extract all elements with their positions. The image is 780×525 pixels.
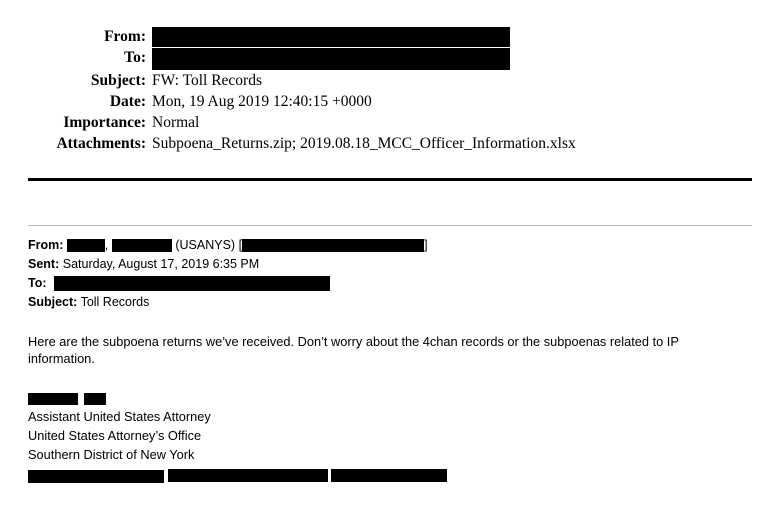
header-value-from: [146, 26, 510, 47]
quoted-row-subject: [28, 293, 752, 311]
quoted-label-to: To:: [28, 275, 47, 290]
redaction-block-to: [152, 48, 510, 70]
quoted-from-bracket-open: [: [238, 237, 243, 252]
header-label-from: From:: [104, 28, 146, 45]
header-label-date: Date:: [109, 92, 146, 110]
signature-redacted-lines: [28, 464, 752, 483]
header-row-attachments: [0, 133, 780, 154]
quoted-label-sent: Sent:: [28, 256, 60, 271]
header-value-subject: FW: Toll Records: [152, 71, 262, 89]
message-body: Here are the subpoena returns we’ve received. Don’t worry about the 4chan records or the subpoenas related to IP information.: [28, 333, 679, 366]
header-label-to: To:: [124, 49, 146, 67]
signature-name-line: [28, 389, 752, 407]
quoted-from-org: (USANYS): [175, 237, 236, 252]
redaction-block-sender-first: [112, 239, 172, 252]
redaction-block-signature-line-2: [168, 469, 328, 482]
header-label-subject: Subject:: [90, 71, 146, 89]
header-row-from: [0, 26, 780, 47]
redaction-block-sender-address: [242, 239, 424, 252]
redaction-block-from: [152, 27, 510, 47]
header-row-date: [0, 91, 780, 112]
quoted-label-from: From:: [28, 237, 64, 252]
quoted-label-subject: Subject:: [28, 294, 78, 309]
quoted-value-subject: Toll Records: [80, 294, 150, 309]
quoted-message: [28, 181, 752, 483]
email-header-block: [0, 0, 780, 154]
redaction-block-recipient: [54, 276, 330, 291]
header-value-attachments[interactable]: Subpoena_Returns.zip; 2019.08.18_MCC_Officer_Information.xlsx: [152, 134, 576, 152]
header-label-attachments: Attachments:: [56, 134, 146, 152]
quoted-row-sent: [28, 255, 752, 273]
header-value-date: Mon, 19 Aug 2019 12:40:15 +0000: [152, 92, 372, 110]
redaction-block-signature-line-1: [28, 470, 164, 483]
quoted-value-sent: Saturday, August 17, 2019 6:35 PM: [62, 256, 260, 271]
header-label-importance: Importance:: [63, 113, 146, 131]
signature-title: Assistant United States Attorney: [28, 408, 211, 424]
signature-block: [28, 389, 752, 483]
redaction-block-sender-last: [67, 239, 105, 252]
redaction-block-signature-last: [84, 393, 106, 405]
quoted-from-bracket-close: ]: [424, 237, 428, 252]
header-value-to: [146, 47, 510, 69]
redaction-block-signature-first: [28, 393, 78, 405]
header-row-importance: [0, 112, 780, 133]
header-row-to: [0, 47, 780, 69]
quoted-row-from: [28, 236, 752, 254]
redaction-block-signature-line-3: [331, 469, 447, 482]
header-row-subject: [0, 70, 780, 91]
signature-district: Southern District of New York: [28, 446, 195, 462]
quoted-row-to: [28, 274, 752, 292]
header-value-importance: Normal: [152, 113, 200, 131]
quoted-from-separator: ,: [104, 237, 109, 252]
quoted-divider: [28, 225, 752, 226]
signature-office: United States Attorney’s Office: [28, 427, 202, 443]
